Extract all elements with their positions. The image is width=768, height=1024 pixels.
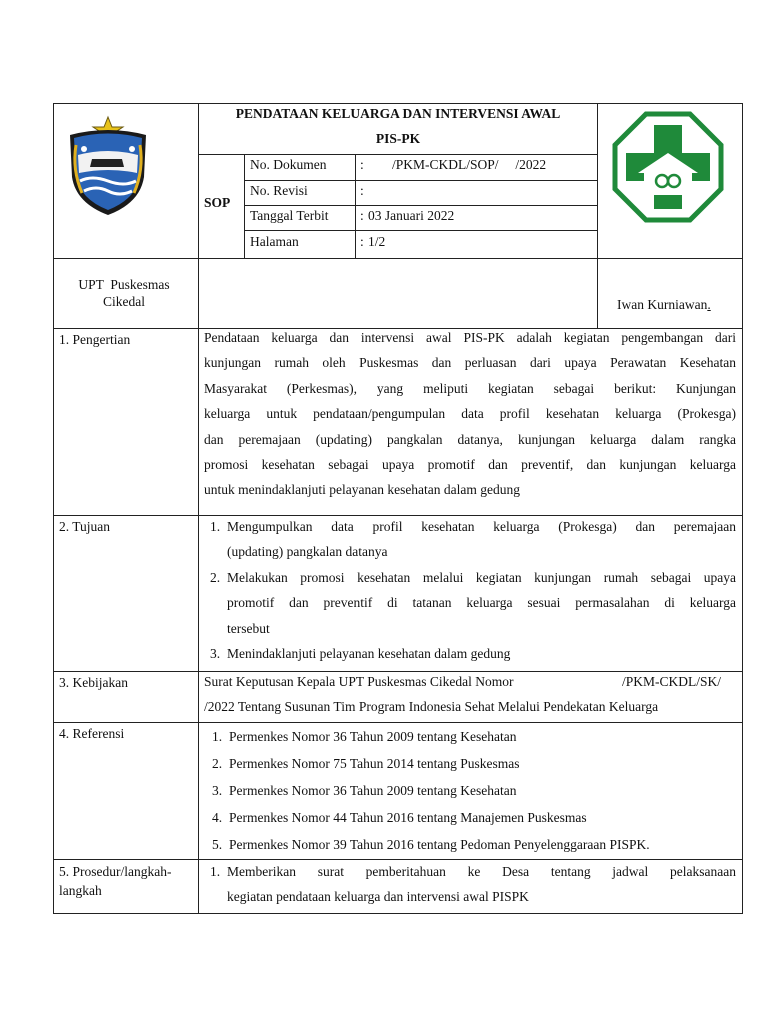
list-number: 5. — [212, 837, 223, 852]
pengertian-line: Pendataan keluarga dan intervensi awal PIS-PK adalah kegiatan pengembangan dari — [204, 330, 736, 345]
list-number: 4. — [212, 810, 223, 825]
list-item — [210, 641, 736, 666]
signer-name-text: Iwan Kurniawan — [617, 297, 708, 312]
signer-suffix: . — [707, 297, 711, 312]
list-text: (updating) pangkalan datanya — [227, 544, 388, 560]
list-number: 2. — [210, 569, 221, 585]
list-text: Menindaklanjuti pelayanan kesehatan dalam gedung — [227, 646, 511, 662]
list-number: 2. — [212, 756, 223, 771]
meta-sep: : — [360, 157, 364, 172]
tujuan-list — [210, 514, 736, 666]
section-label-kebijakan: 3. Kebijakan — [59, 675, 128, 690]
list-item — [212, 723, 738, 750]
list-number: 1. — [210, 519, 221, 534]
section-label-referensi: 4. Referensi — [59, 726, 125, 741]
list-item — [210, 514, 736, 565]
section-label-prosedur — [59, 862, 171, 900]
pengertian-line: dan peremajaan (updating) pangkalan datanya, kunjungan keluarga dalam rangka — [204, 431, 736, 447]
kabupaten-logo — [62, 115, 154, 219]
meta-label-tanggal-terbit: Tanggal Terbit — [250, 208, 329, 223]
referensi-list — [212, 723, 738, 858]
meta-sep: : — [360, 208, 364, 223]
meta-label-halaman: Halaman — [250, 234, 299, 249]
pengertian-line: promosi kesehatan sebagai upaya promotif dan preventif, dan kunjungan keluarga — [204, 457, 736, 473]
kebijakan-line1-left: Surat Keputusan Kepala UPT Puskesmas Cikedal Nomor — [204, 674, 514, 689]
meta-value-no-dokumen: /PKM-CKDL/SOP/ /2022 — [392, 157, 547, 172]
list-text: kegiatan pendataan keluarga dan intervensi awal PISPK — [227, 889, 529, 905]
list-text: promotif dan preventif di tatanan keluarga sesuai permasalahan di keluarga — [227, 595, 736, 611]
section-label-tujuan: 2. Tujuan — [59, 519, 111, 534]
meta-sep: : — [360, 234, 364, 249]
sop-label: SOP — [204, 195, 231, 210]
prosedur-label-line2: langkah — [59, 883, 102, 898]
prosedur-list — [210, 859, 736, 910]
list-text: tersebut — [227, 620, 270, 636]
list-item — [212, 750, 738, 777]
pengertian-line: kunjungan rumah oleh Puskesmas dan perluasan dari upaya Perawatan Kesehatan — [204, 355, 736, 371]
document-title-line2: PIS-PK — [375, 131, 421, 146]
list-item — [210, 565, 736, 641]
org-name: UPT Puskesmas Cikedal — [78, 277, 173, 309]
document-title: PENDATAAN KELUARGA DAN INTERVENSI AWAL — [235, 106, 561, 121]
list-text: Permenkes Nomor 44 Tahun 2016 tentang Manajemen Puskesmas — [229, 810, 587, 825]
list-text: Permenkes Nomor 36 Tahun 2009 tentang Kesehatan — [229, 729, 517, 744]
list-number: 3. — [210, 646, 221, 662]
list-text: Mengumpulkan data profil kesehatan keluarga (Prokesga) dan peremajaan — [227, 519, 736, 534]
list-text: Memberikan surat pemberitahuan ke Desa tentang jadwal pelaksanaan — [227, 864, 736, 879]
meta-value-tanggal-terbit: 03 Januari 2022 — [368, 208, 455, 223]
list-item — [212, 777, 738, 804]
meta-label-no-dokumen: No. Dokumen — [250, 157, 327, 172]
list-number: 3. — [212, 783, 223, 798]
pengertian-line: Masyarakat (Perkesmas), yang meliputi kegiatan sebagai berikut: Kunjungan — [204, 380, 736, 396]
pengertian-line: keluarga untuk pendataan/pengumpulan data profil kesehatan keluarga (Prokesga) — [204, 406, 736, 422]
pengertian-text — [204, 325, 736, 503]
section-label-pengertian: 1. Pengertian — [59, 332, 131, 347]
list-text: Melakukan promosi kesehatan melalui kegiatan kunjungan rumah sebagai upaya — [227, 569, 736, 585]
kebijakan-line1-right: /PKM-CKDL/SK/ — [622, 674, 722, 689]
meta-sep: : — [360, 183, 364, 198]
meta-label-no-revisi: No. Revisi — [250, 183, 308, 198]
prosedur-label-line1: 5. Prosedur/langkah- — [59, 864, 172, 879]
list-item — [212, 804, 738, 831]
list-item — [210, 859, 736, 910]
meta-value-halaman: 1/2 — [368, 234, 386, 249]
list-number: 1. — [212, 729, 223, 744]
list-text: Permenkes Nomor 75 Tahun 2014 tentang Puskesmas — [229, 756, 520, 771]
pengertian-line: untuk menindaklanjuti pelayanan kesehatan dalam gedung — [204, 482, 521, 498]
list-text: Permenkes Nomor 36 Tahun 2009 tentang Kesehatan — [229, 783, 517, 798]
list-item — [212, 831, 738, 858]
kebijakan-line2: /2022 Tentang Susunan Tim Program Indonesia Sehat Melalui Pendekatan Keluarga — [204, 699, 659, 714]
puskesmas-logo — [612, 111, 724, 223]
list-number: 1. — [210, 864, 221, 879]
signer-name — [617, 297, 711, 313]
list-text: Permenkes Nomor 39 Tahun 2016 tentang Pedoman Penyelenggaraan PISPK. — [229, 837, 650, 852]
